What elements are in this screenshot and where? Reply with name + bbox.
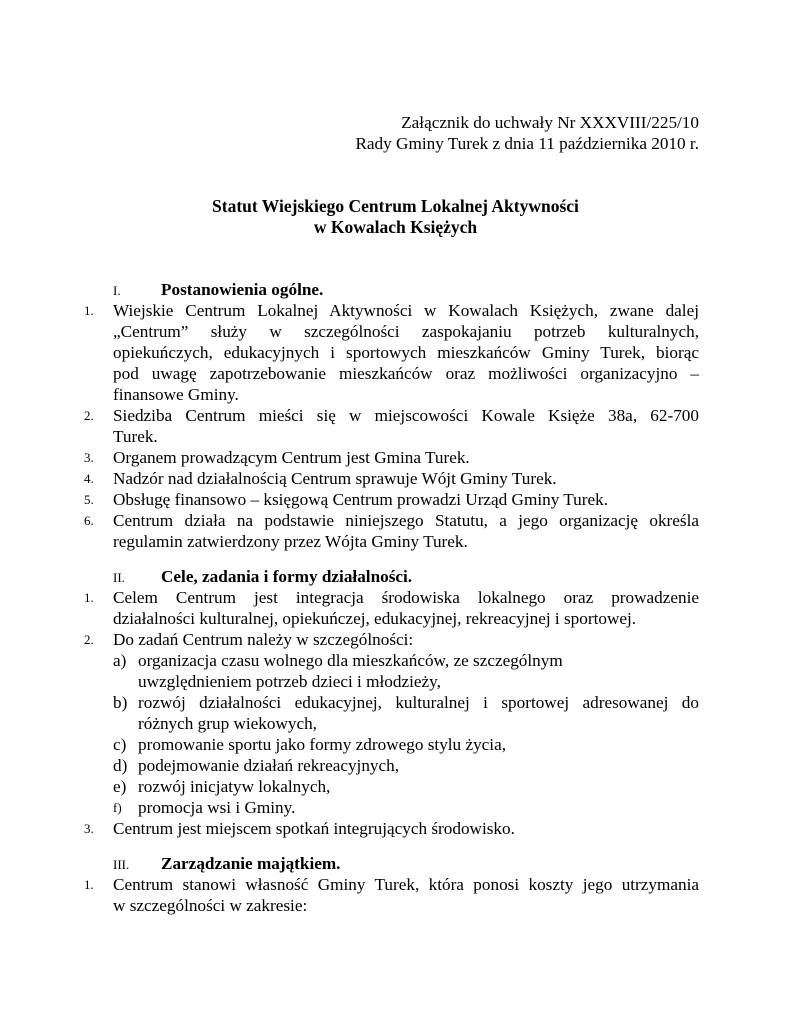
item-number: 5. bbox=[84, 492, 94, 507]
item-line: „Centrum” służy w szczególności zaspokajaniu potrzeb kulturalnych, bbox=[113, 322, 699, 341]
list-item bbox=[84, 405, 699, 447]
item-line: Centrum działa na podstawie niniejszego Statutu, a jego organizację określa bbox=[113, 511, 699, 530]
sub-item-line: promocja wsi i Gminy. bbox=[138, 798, 296, 817]
section-heading-2 bbox=[113, 566, 412, 587]
sub-item-letter: c) bbox=[113, 735, 127, 754]
item-line bbox=[113, 874, 699, 895]
sub-item-line: podejmowanie działań rekreacyjnych, bbox=[138, 756, 400, 775]
item-line: działalności kulturalnej, opiekuńczej, edukacyjnej, rekreacyjnej i sportowej. bbox=[113, 609, 637, 628]
sub-item-letter: a) bbox=[113, 651, 127, 670]
list-item bbox=[84, 874, 699, 916]
item-number: 2. bbox=[84, 632, 94, 647]
sub-item-text: organizacja czasu wolnego dla mieszkańców, ze szczególnym bbox=[138, 651, 563, 670]
document-title bbox=[0, 196, 791, 238]
section-roman-numeral: I. bbox=[113, 283, 121, 298]
item-number: 2. bbox=[84, 408, 94, 423]
section-title: Postanowienia ogólne. bbox=[161, 280, 324, 299]
item-line: Centrum jest miejscem spotkań integrujących środowisko. bbox=[113, 819, 515, 838]
attachment-header-line-1: Załącznik do uchwały Nr XXXVIII/225/10 bbox=[401, 113, 699, 132]
item-text: Centrum stanowi własność Gminy Turek, która ponosi koszty jego utrzymania bbox=[113, 875, 699, 894]
sub-item-letter: d) bbox=[113, 756, 128, 775]
sub-item-line: różnych grup wiekowych, bbox=[138, 714, 317, 733]
document-title-line-2: w Kowalach Księżych bbox=[313, 217, 478, 237]
attachment-header-line-2: Rady Gminy Turek z dnia 11 października 2010 r. bbox=[355, 134, 699, 153]
list-item bbox=[84, 300, 699, 405]
item-line: Obsługę finansowo – księgową Centrum prowadzi Urząd Gminy Turek. bbox=[113, 490, 609, 509]
section-roman-numeral: III. bbox=[113, 857, 130, 872]
section-heading-3 bbox=[113, 853, 340, 874]
section-heading-1 bbox=[113, 279, 323, 300]
list-item bbox=[84, 818, 699, 839]
item-line bbox=[113, 300, 699, 321]
sub-item-letter: f) bbox=[113, 800, 122, 815]
item-number: 4. bbox=[84, 471, 94, 486]
item-number: 1. bbox=[84, 303, 94, 318]
sub-item-line: rozwój działalności edukacyjnej, kulturalnej i sportowej adresowanej do bbox=[138, 693, 699, 712]
section-roman-numeral: II. bbox=[113, 570, 125, 585]
sub-item-line: uwzględnieniem potrzeb dzieci i młodzieży, bbox=[138, 672, 441, 691]
list-item bbox=[84, 468, 699, 489]
section-title: Cele, zadania i formy działalności. bbox=[161, 567, 413, 586]
item-line: w szczególności w zakresie: bbox=[113, 896, 308, 915]
item-line: finansowe Gminy. bbox=[113, 385, 239, 404]
document-title-line-1: Statut Wiejskiego Centrum Lokalnej Aktywności bbox=[212, 196, 579, 216]
item-number: 6. bbox=[84, 513, 94, 528]
item-line: regulamin zatwierdzony przez Wójta Gminy Turek. bbox=[113, 532, 468, 551]
item-line: opiekuńczych, edukacyjnych i sportowych mieszkańców Gminy Turek, biorąc bbox=[113, 343, 699, 362]
item-line: Turek. bbox=[113, 427, 158, 446]
item-number: 1. bbox=[84, 590, 94, 605]
item-number: 3. bbox=[84, 821, 94, 836]
list-item bbox=[84, 489, 699, 510]
item-line: Siedziba Centrum mieści się w miejscowości Kowale Księże 38a, 62-700 bbox=[113, 406, 699, 425]
item-line: Nadzór nad działalnością Centrum sprawuje Wójt Gminy Turek. bbox=[113, 469, 557, 488]
sub-item-letter: b) bbox=[113, 693, 128, 712]
sub-item-line: promowanie sportu jako formy zdrowego stylu życia, bbox=[138, 735, 507, 754]
item-line: Do zadań Centrum należy w szczególności: bbox=[113, 630, 414, 649]
item-line: pod uwagę zapotrzebowanie mieszkańców oraz możliwości organizacyjno – bbox=[113, 364, 699, 383]
item-line: Organem prowadzącym Centrum jest Gmina Turek. bbox=[113, 448, 470, 467]
list-item bbox=[84, 629, 699, 650]
section-title: Zarządzanie majątkiem. bbox=[161, 854, 341, 873]
item-number: 1. bbox=[84, 877, 94, 892]
sub-item-line: rozwój inicjatyw lokalnych, bbox=[138, 777, 331, 796]
list-item bbox=[84, 510, 699, 552]
item-text: Wiejskie Centrum Lokalnej Aktywności w Kowalach Księżych, zwane dalej bbox=[113, 301, 699, 320]
item-line: Celem Centrum jest integracja środowiska lokalnego oraz prowadzenie bbox=[113, 588, 699, 607]
list-item bbox=[84, 447, 699, 468]
item-number: 3. bbox=[84, 450, 94, 465]
list-item bbox=[84, 587, 699, 629]
sub-item-letter: e) bbox=[113, 777, 127, 796]
attachment-header bbox=[355, 112, 699, 154]
sub-item-line bbox=[138, 650, 699, 671]
